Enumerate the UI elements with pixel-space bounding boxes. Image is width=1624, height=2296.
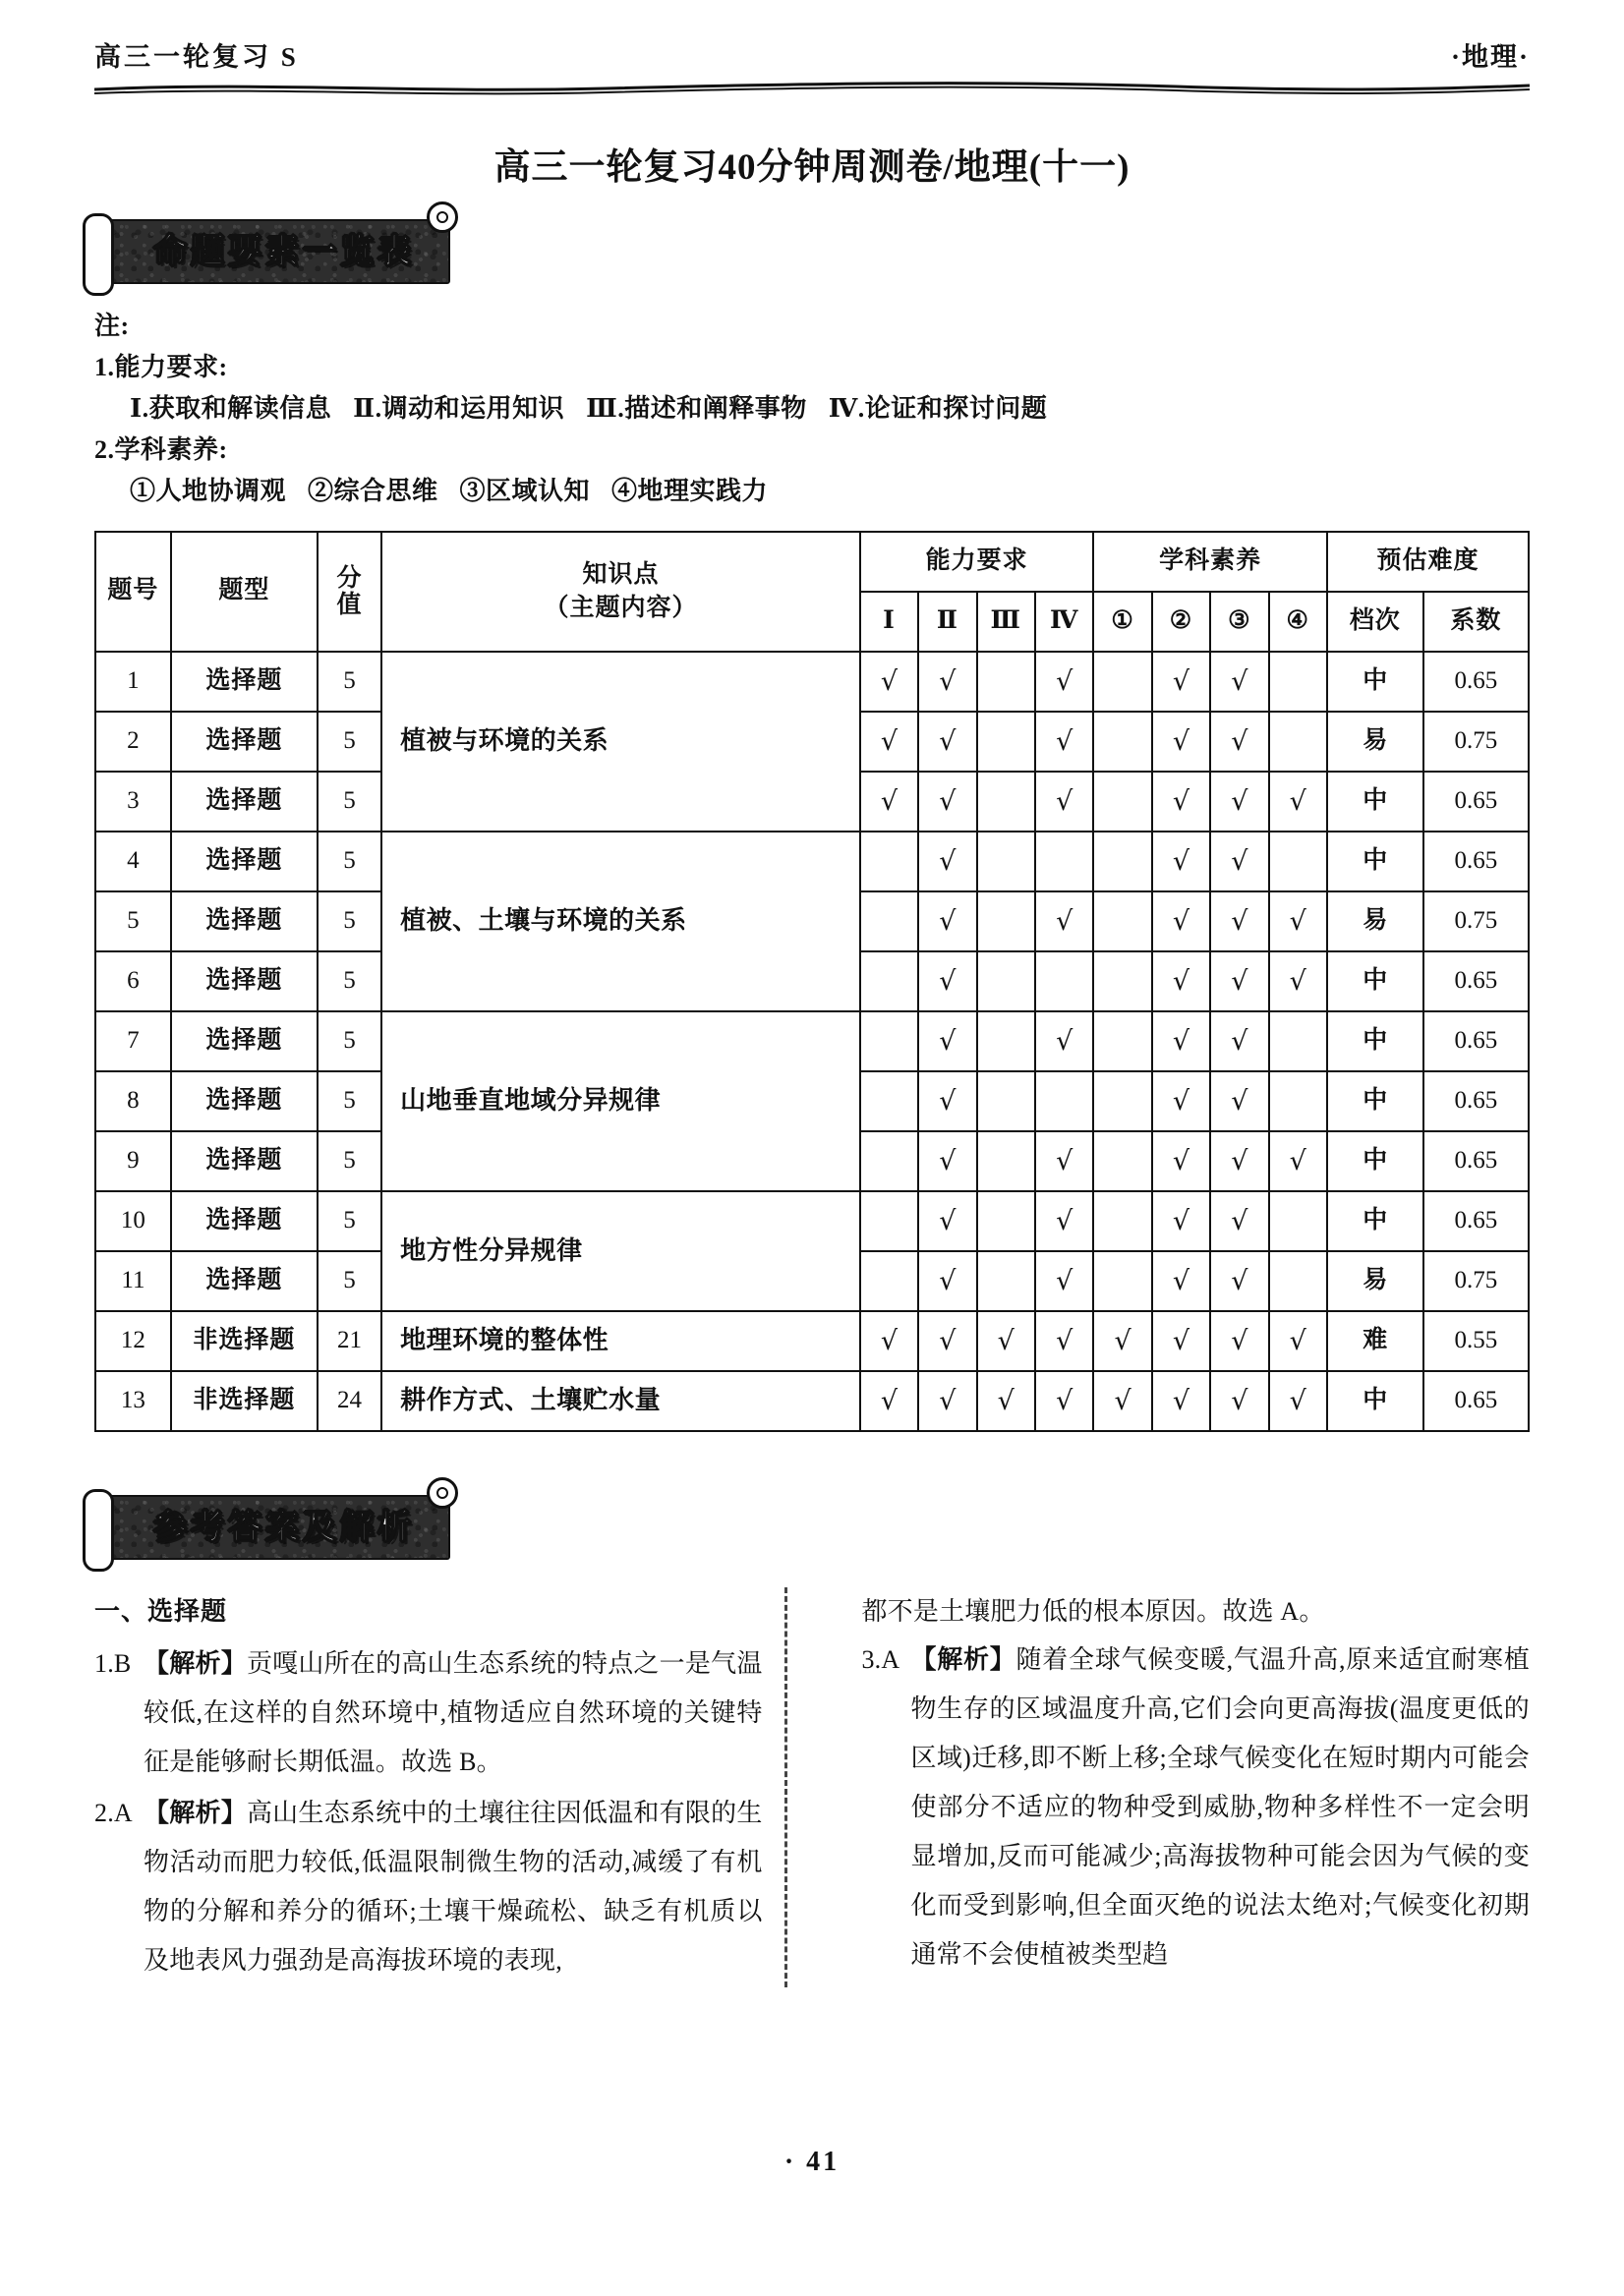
cell-ability-2: √ [918,652,976,712]
cell-difficulty-level: 中 [1327,772,1423,832]
cell-ability-4: √ [1035,1251,1093,1311]
cell-literacy-3: √ [1210,1131,1268,1191]
answer-lead: 3.A [861,1645,900,1675]
cell-score: 5 [318,1131,381,1191]
cell-ability-3 [977,891,1035,951]
th-knowledge-point: 知识点 （主题内容） [381,532,860,652]
cell-ability-3 [977,712,1035,772]
cell-question-type: 选择题 [171,1191,318,1251]
table-row [95,832,1529,891]
cell-literacy-2: √ [1152,772,1210,832]
cell-ability-4: √ [1035,1131,1093,1191]
cell-difficulty-coefficient: 0.75 [1423,1251,1529,1311]
cell-ability-2: √ [918,1371,976,1431]
table-row [95,1311,1529,1371]
cell-difficulty-coefficient: 0.65 [1423,1131,1529,1191]
answer-continuation: 都不是土壤肥力低的根本原因。故选 A。 [861,1596,1325,1626]
cell-literacy-1: √ [1093,1311,1151,1371]
cell-ability-1 [860,1131,918,1191]
cell-ability-2: √ [918,772,976,832]
th-literacy-2: ② [1152,592,1210,652]
answer-lead: 1.B [94,1649,132,1679]
cell-score: 5 [318,772,381,832]
ability-item-2: Ⅱ.调动和运用知识 [353,394,565,424]
cell-literacy-1 [1093,712,1151,772]
cell-ability-1 [860,1251,918,1311]
cell-literacy-2: √ [1152,1251,1210,1311]
th-difficulty-group: 预估难度 [1327,532,1529,592]
answer-item [861,1636,1530,1979]
cell-score: 5 [318,712,381,772]
cell-literacy-1 [1093,652,1151,712]
cell-literacy-2: √ [1152,652,1210,712]
cell-ability-2: √ [918,951,976,1011]
cell-ability-1 [860,1071,918,1131]
cell-literacy-4: √ [1269,951,1327,1011]
cell-literacy-4 [1269,1191,1327,1251]
cell-question-type: 非选择题 [171,1371,318,1431]
th-ability-group: 能力要求 [860,532,1094,592]
cell-literacy-2: √ [1152,951,1210,1011]
cell-ability-2: √ [918,1011,976,1071]
cell-literacy-1 [1093,1011,1151,1071]
cell-difficulty-coefficient: 0.65 [1423,951,1529,1011]
cell-literacy-4: √ [1269,1311,1327,1371]
cell-question-number: 10 [95,1191,171,1251]
cell-ability-1: √ [860,712,918,772]
cell-question-type: 选择题 [171,772,318,832]
answer-item [94,1639,763,1787]
cell-literacy-1 [1093,891,1151,951]
cell-ability-4: √ [1035,1371,1093,1431]
cell-literacy-2: √ [1152,1071,1210,1131]
table-row [95,652,1529,712]
cell-literacy-2: √ [1152,1311,1210,1371]
table-header-row-1 [95,532,1529,592]
th-ability-2: Ⅱ [918,592,976,652]
cell-literacy-3: √ [1210,891,1268,951]
cell-literacy-3: √ [1210,1371,1268,1431]
cell-literacy-1 [1093,832,1151,891]
cell-ability-1 [860,1191,918,1251]
notes-line-abilities-label: 1.能力要求: [94,353,228,382]
cell-question-type: 选择题 [171,891,318,951]
cell-ability-3: √ [977,1311,1035,1371]
th-ability-4: Ⅳ [1035,592,1093,652]
answers-column-right [810,1587,1530,1987]
th-question-type: 题型 [171,532,318,652]
cell-difficulty-coefficient: 0.75 [1423,891,1529,951]
cell-ability-3 [977,951,1035,1011]
literacy-item-4: ④地理实践力 [611,477,769,506]
cell-literacy-4 [1269,712,1327,772]
cell-literacy-4 [1269,652,1327,712]
cell-difficulty-level: 中 [1327,1371,1423,1431]
cell-literacy-3: √ [1210,712,1268,772]
cell-question-type: 非选择题 [171,1311,318,1371]
notes-label: 注: [94,312,130,340]
answer-text: 高山生态系统中的土壤往往因低温和有限的生物活动而肥力较低,低温限制微生物的活动,减缓了有机物的分解和养分的循环;土壤干燥疏松、缺乏有机质以及地表风力强劲是高海拔环境的表现, [144,1799,763,1975]
answers-subsection-head: 一、选择题 [94,1596,228,1626]
th-level: 档次 [1327,592,1423,652]
cell-ability-1: √ [860,1371,918,1431]
cell-question-number: 6 [95,951,171,1011]
cell-question-number: 13 [95,1371,171,1431]
cell-ability-2: √ [918,1131,976,1191]
notes-line-literacy-label: 2.学科素养: [94,435,228,465]
cell-difficulty-level: 中 [1327,951,1423,1011]
th-coefficient: 系数 [1423,592,1529,652]
cell-literacy-3: √ [1210,1311,1268,1371]
notes-block [94,306,1530,513]
cell-question-number: 7 [95,1011,171,1071]
th-literacy-1: ① [1093,592,1151,652]
cell-ability-2: √ [918,1251,976,1311]
cell-score: 5 [318,652,381,712]
cell-question-number: 8 [95,1071,171,1131]
cell-literacy-2: √ [1152,712,1210,772]
cell-question-number: 11 [95,1251,171,1311]
running-head-right: ·地理· [1450,42,1530,72]
cell-score: 5 [318,891,381,951]
cell-ability-3 [977,652,1035,712]
cell-difficulty-coefficient: 0.65 [1423,1011,1529,1071]
cell-literacy-4 [1269,832,1327,891]
literacy-item-1: ①人地协调观 [130,477,287,506]
cell-literacy-2: √ [1152,1371,1210,1431]
cell-literacy-1 [1093,951,1151,1011]
cell-ability-4 [1035,951,1093,1011]
section-badge-label: 参考答案及解析 [153,1507,415,1547]
cell-question-type: 选择题 [171,712,318,772]
cell-literacy-3: √ [1210,1071,1268,1131]
cell-literacy-3: √ [1210,1011,1268,1071]
cell-ability-4: √ [1035,891,1093,951]
cell-question-type: 选择题 [171,1011,318,1071]
cell-literacy-4: √ [1269,1131,1327,1191]
answers-columns [94,1587,1530,1987]
cell-knowledge-point: 地方性分异规律 [381,1191,860,1311]
answer-tag: 【解析】 [910,1645,1016,1675]
spec-table [94,531,1530,1432]
cell-knowledge-point: 地理环境的整体性 [381,1311,860,1371]
section-badge-label: 命题要素一览表 [153,232,415,271]
cell-difficulty-coefficient: 0.65 [1423,1071,1529,1131]
ability-item-3: Ⅲ.描述和阐释事物 [586,394,807,424]
cell-knowledge-point: 植被与环境的关系 [381,652,860,832]
table-row [95,1191,1529,1251]
cell-difficulty-level: 难 [1327,1311,1423,1371]
cell-ability-3 [977,1011,1035,1071]
cell-literacy-3: √ [1210,1191,1268,1251]
cell-question-type: 选择题 [171,832,318,891]
cell-question-number: 3 [95,772,171,832]
cell-difficulty-level: 中 [1327,1131,1423,1191]
header-wavy-rule [94,80,1530,95]
table-row [95,1371,1529,1431]
page-number: · 41 [783,2147,841,2177]
cell-literacy-4 [1269,1251,1327,1311]
cell-ability-2: √ [918,712,976,772]
cell-ability-3 [977,1251,1035,1311]
ability-item-1: Ⅰ.获取和解读信息 [130,394,332,424]
cell-score: 24 [318,1371,381,1431]
cell-ability-2: √ [918,1071,976,1131]
running-head-left: 高三一轮复习 S [94,42,299,72]
scroll-curl-right-icon [427,201,458,233]
cell-question-number: 5 [95,891,171,951]
th-ability-3: Ⅲ [977,592,1035,652]
cell-question-number: 2 [95,712,171,772]
cell-ability-2: √ [918,891,976,951]
cell-ability-2: √ [918,832,976,891]
cell-difficulty-level: 中 [1327,832,1423,891]
cell-literacy-4 [1269,1011,1327,1071]
table-row [95,1011,1529,1071]
cell-literacy-3: √ [1210,951,1268,1011]
cell-literacy-1 [1093,772,1151,832]
cell-ability-4: √ [1035,772,1093,832]
cell-score: 5 [318,832,381,891]
cell-literacy-4: √ [1269,772,1327,832]
cell-difficulty-coefficient: 0.65 [1423,772,1529,832]
cell-question-number: 12 [95,1311,171,1371]
cell-difficulty-level: 中 [1327,1191,1423,1251]
cell-score: 5 [318,1251,381,1311]
cell-literacy-3: √ [1210,652,1268,712]
cell-ability-3 [977,832,1035,891]
cell-ability-3 [977,772,1035,832]
cell-literacy-3: √ [1210,772,1268,832]
scroll-curl-left-icon [83,1489,114,1572]
answer-tag: 【解析】 [144,1799,247,1828]
cell-ability-1 [860,1011,918,1071]
cell-literacy-2: √ [1152,1131,1210,1191]
cell-difficulty-level: 易 [1327,891,1423,951]
cell-literacy-1 [1093,1251,1151,1311]
cell-ability-1: √ [860,772,918,832]
answer-tag: 【解析】 [144,1649,247,1679]
cell-ability-4: √ [1035,1011,1093,1071]
cell-ability-3: √ [977,1371,1035,1431]
answer-item [94,1789,763,1985]
scroll-curl-right-icon [427,1477,458,1509]
cell-score: 21 [318,1311,381,1371]
cell-knowledge-point: 山地垂直地域分异规律 [381,1011,860,1191]
cell-score: 5 [318,1191,381,1251]
cell-question-type: 选择题 [171,1131,318,1191]
cell-question-number: 4 [95,832,171,891]
cell-difficulty-level: 易 [1327,712,1423,772]
cell-difficulty-coefficient: 0.65 [1423,832,1529,891]
cell-literacy-2: √ [1152,1011,1210,1071]
cell-score: 5 [318,1011,381,1071]
spec-table-head [95,532,1529,652]
cell-ability-3 [977,1131,1035,1191]
cell-score: 5 [318,951,381,1011]
th-literacy-3: ③ [1210,592,1268,652]
th-ability-1: Ⅰ [860,592,918,652]
cell-difficulty-level: 中 [1327,652,1423,712]
cell-question-number: 9 [95,1131,171,1191]
cell-literacy-2: √ [1152,832,1210,891]
page-title: 高三一轮复习40分钟周测卷/地理(十一) [493,147,1131,188]
cell-question-number: 1 [95,652,171,712]
cell-ability-4 [1035,832,1093,891]
cell-ability-1 [860,832,918,891]
cell-ability-1 [860,951,918,1011]
answer-text: 贡嘎山所在的高山生态系统的特点之一是气温较低,在这样的自然环境中,植物适应自然环境的关键特征是能够耐长期低温。故选 B。 [144,1649,763,1777]
answers-section [94,1465,1530,1987]
cell-difficulty-level: 中 [1327,1011,1423,1071]
cell-ability-3 [977,1071,1035,1131]
cell-question-type: 选择题 [171,652,318,712]
cell-ability-4: √ [1035,712,1093,772]
th-literacy-group: 学科素养 [1093,532,1327,592]
spec-table-body [95,652,1529,1431]
answer-text: 随着全球气候变暖,气温升高,原来适宜耐寒植物生存的区域温度升高,它们会向更高海拔(温度更低的区域)迁移,即不断上移;全球气候变化在短时期内可能会使部分不适应的物种受到威胁,物种多样性不一定会明显增加,反而可能减少;高海拔物种可能会因为气候的变化而受到影响,但全面灭绝的说法太绝对;气候变化初期通常不会使植被类型趋 [910,1645,1530,1969]
ability-item-4: Ⅳ.论证和探讨问题 [828,394,1048,424]
cell-difficulty-level: 易 [1327,1251,1423,1311]
cell-ability-1: √ [860,1311,918,1371]
cell-difficulty-coefficient: 0.65 [1423,1191,1529,1251]
scroll-curl-left-icon [83,213,114,296]
cell-literacy-1: √ [1093,1371,1151,1431]
cell-ability-4 [1035,1071,1093,1131]
notes-literacy-list [94,471,1530,512]
cell-ability-2: √ [918,1311,976,1371]
cell-knowledge-point: 耕作方式、土壤贮水量 [381,1371,860,1431]
th-question-number: 题号 [95,532,171,652]
cell-literacy-3: √ [1210,832,1268,891]
cell-ability-2: √ [918,1191,976,1251]
cell-literacy-2: √ [1152,1191,1210,1251]
cell-difficulty-coefficient: 0.65 [1423,652,1529,712]
section-badge-spec-table [94,219,450,284]
cell-question-type: 选择题 [171,1071,318,1131]
column-divider [784,1587,789,1987]
th-score: 分 值 [318,532,381,652]
cell-literacy-4: √ [1269,891,1327,951]
cell-ability-4: √ [1035,1191,1093,1251]
notes-abilities-list [94,388,1530,430]
cell-literacy-4: √ [1269,1371,1327,1431]
cell-difficulty-coefficient: 0.75 [1423,712,1529,772]
cell-difficulty-coefficient: 0.65 [1423,1371,1529,1431]
cell-question-type: 选择题 [171,951,318,1011]
answer-lead: 2.A [94,1799,133,1828]
cell-literacy-3: √ [1210,1251,1268,1311]
answers-column-left [94,1587,763,1987]
cell-difficulty-coefficient: 0.55 [1423,1311,1529,1371]
cell-literacy-1 [1093,1191,1151,1251]
cell-score: 5 [318,1071,381,1131]
cell-ability-4: √ [1035,1311,1093,1371]
cell-literacy-1 [1093,1131,1151,1191]
section-badge-answers [94,1495,450,1560]
cell-ability-4: √ [1035,652,1093,712]
cell-literacy-1 [1093,1071,1151,1131]
cell-ability-1: √ [860,652,918,712]
literacy-item-3: ③区域认知 [459,477,591,506]
cell-difficulty-level: 中 [1327,1071,1423,1131]
th-literacy-4: ④ [1269,592,1327,652]
cell-literacy-2: √ [1152,891,1210,951]
running-head [94,0,1530,74]
cell-ability-1 [860,891,918,951]
cell-ability-3 [977,1191,1035,1251]
cell-knowledge-point: 植被、土壤与环境的关系 [381,832,860,1011]
cell-question-type: 选择题 [171,1251,318,1311]
cell-literacy-4 [1269,1071,1327,1131]
literacy-item-2: ②综合思维 [308,477,438,506]
